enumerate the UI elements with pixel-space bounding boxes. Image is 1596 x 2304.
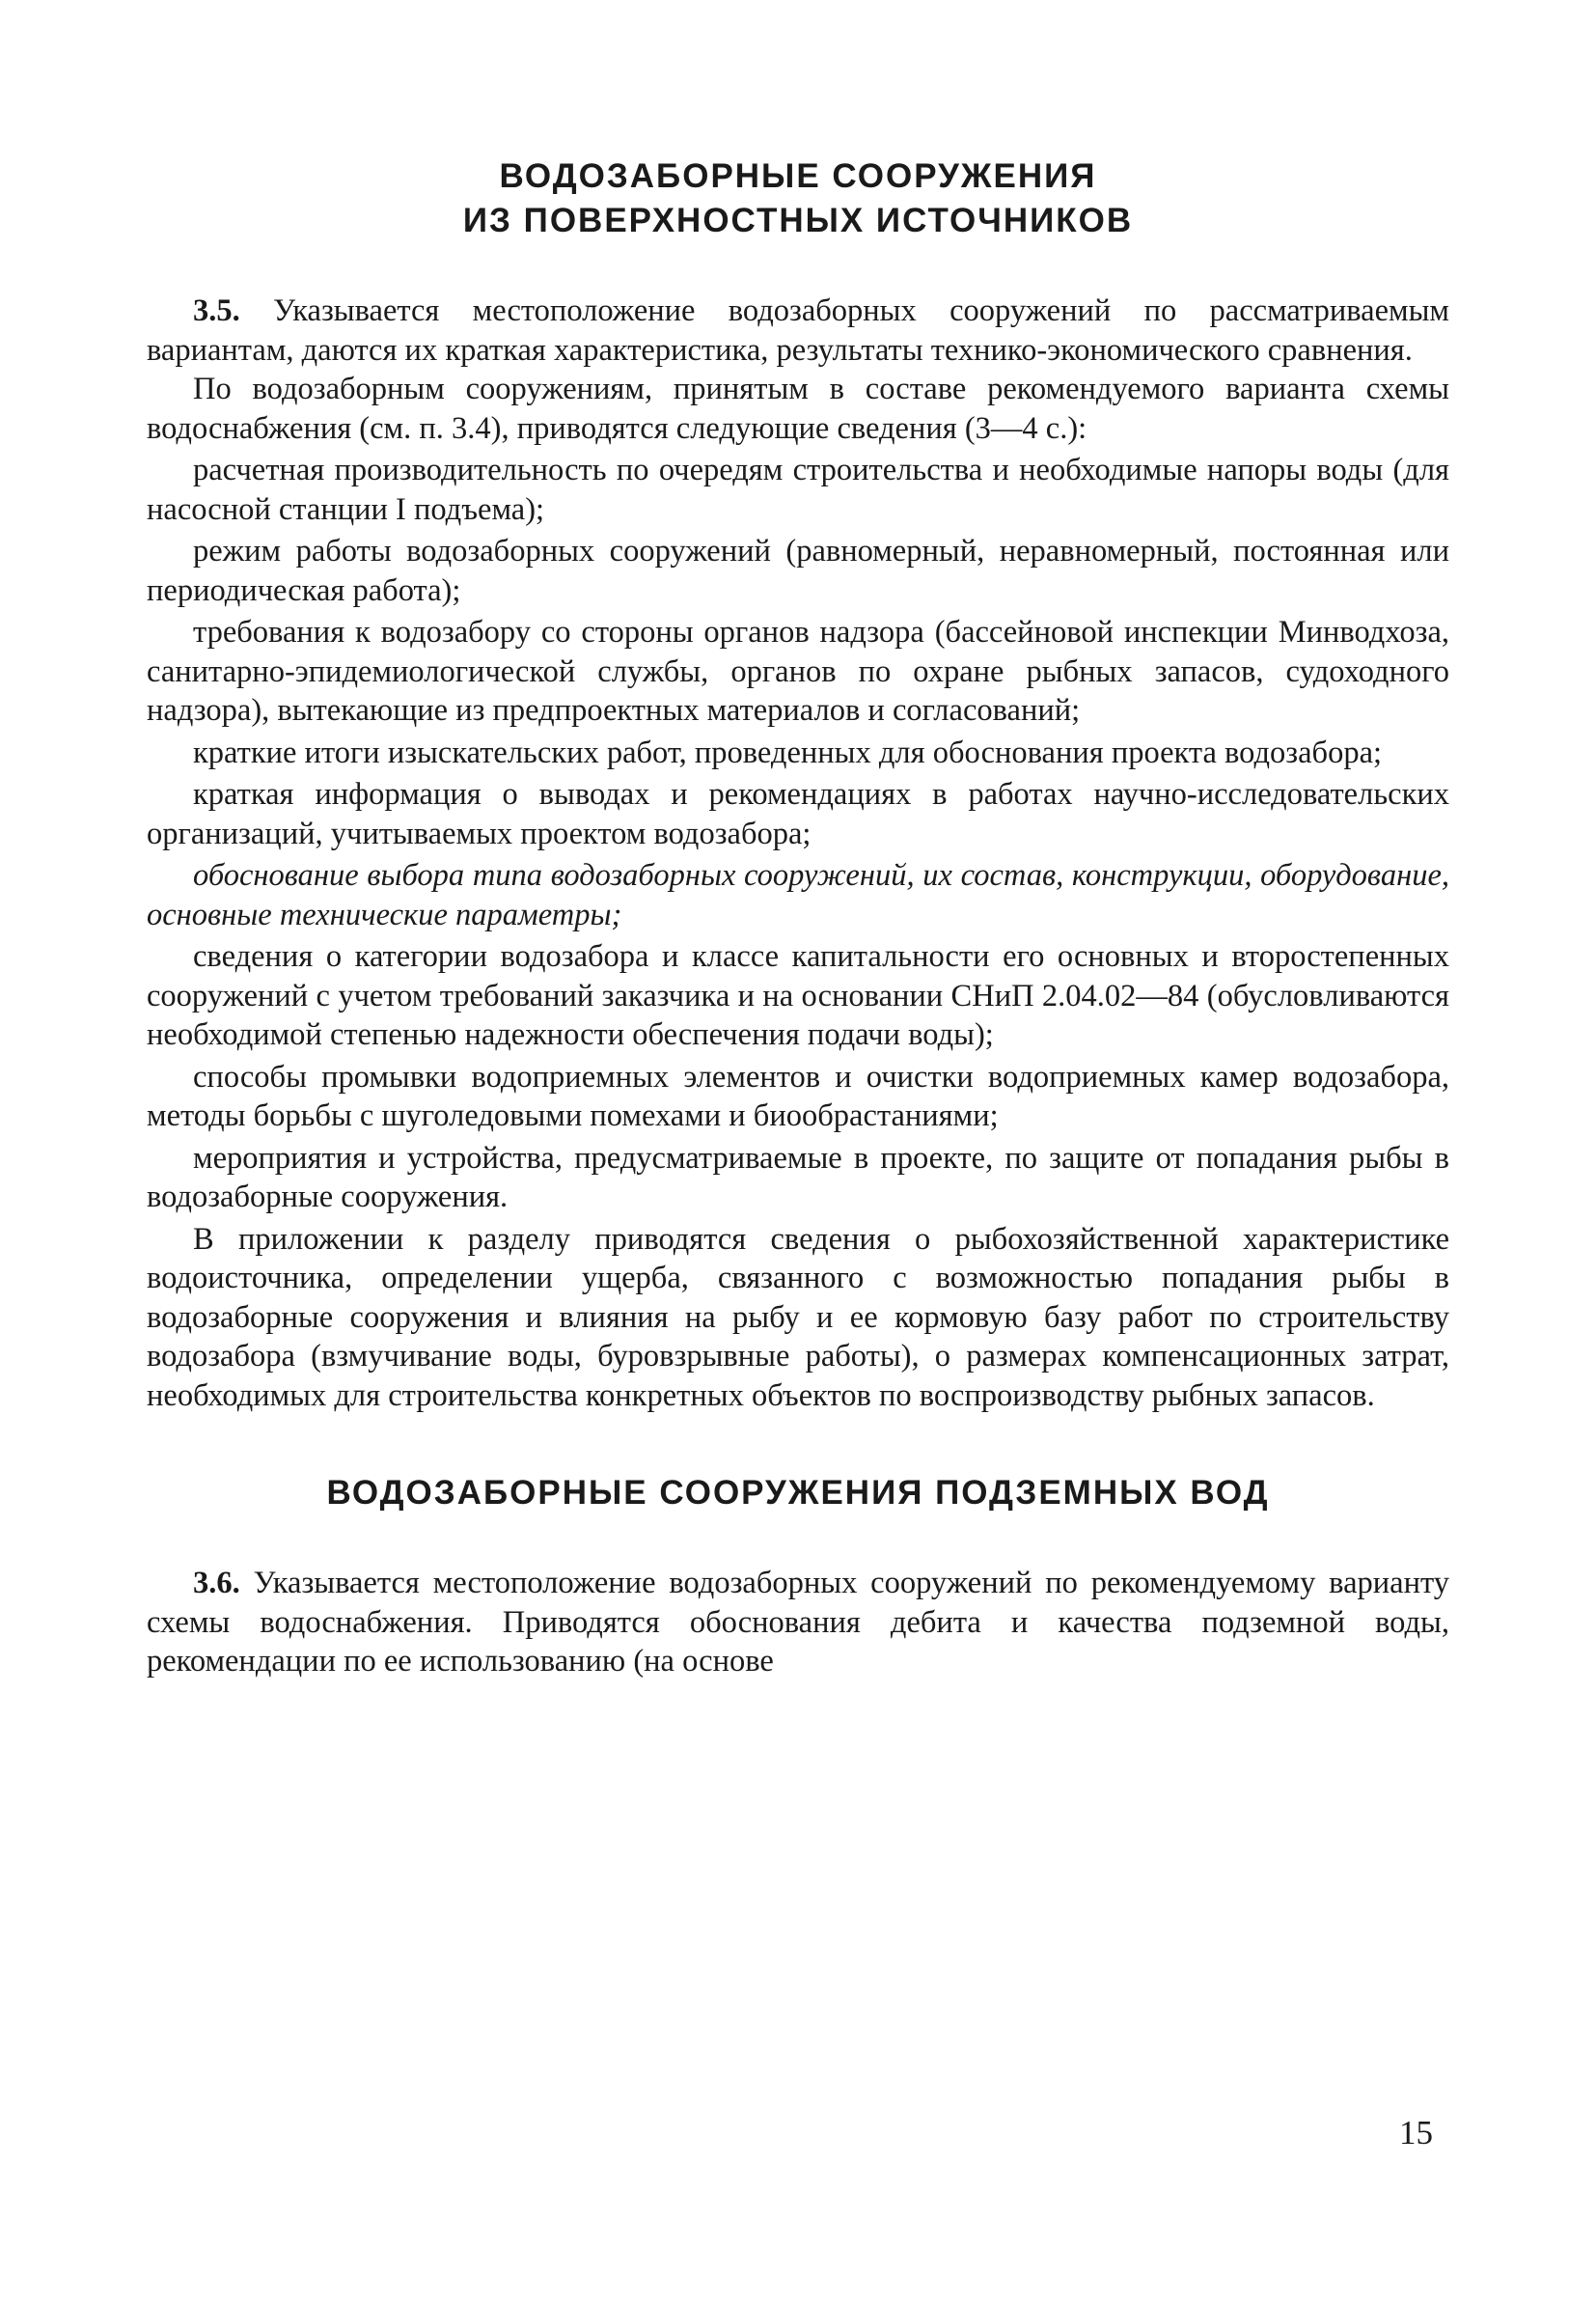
list-item-survey-results: краткие итоги изыскательских работ, проведенных для обоснования проекта водозабора; [193, 735, 1383, 770]
section-heading-surface-intakes [147, 154, 1449, 243]
list-item-operating-mode: режим работы водозаборных сооружений (равномерный, неравномерный, постоянная или периодическая работа); [147, 534, 1449, 608]
paragraph-text: Указывается местоположение водозаборных сооружений по рассматриваемым вариантам, даются их краткая характеристика, результаты технико-экономического сравнения. [147, 293, 1449, 368]
italic-text: обоснование выбора типа водозаборных сооружений, их состав, конструкции, оборудование, основные технические параметры; [147, 858, 1449, 932]
document-page [147, 154, 1449, 1681]
list-item-research-info: краткая информация о выводах и рекомендациях в работах научно-исследовательских организаций, учитываемых проектом водозабора; [147, 777, 1449, 851]
section-heading-groundwater-intakes: ВОДОЗАБОРНЫЕ СООРУЖЕНИЯ ПОДЗЕМНЫХ ВОД [326, 1474, 1270, 1512]
paragraph-number: 3.5. [193, 293, 240, 328]
heading-line-1: ВОДОЗАБОРНЫЕ СООРУЖЕНИЯ [499, 157, 1097, 195]
list-item-flushing-methods: способы промывки водоприемных элементов и очистки водоприемных камер водозабора, методы борьбы с шуголедовыми помехами и биообрастаниями; [147, 1059, 1449, 1133]
paragraph-appendix: В приложении к разделу приводятся сведения о рыбохозяйственной характеристике водоисточника, определении ущерба, связанного с возможностью попадания рыбы в водозаборные сооружения и влияния на рыбу и ее кормовую базу работ по строительству водозабора (взмучивание воды, буровзрывные работы), о размерах компенсационных затрат, необходимых для строительства конкретных объектов по воспроизводству рыбных запасов. [147, 1221, 1449, 1413]
list-item-supervision-requirements: требования к водозабору со стороны органов надзора (бассейновой инспекции Минводхоза, санитарно-эпидемиологической службы, органов по охране рыбных запасов, судоходного надзора), вытекающие из предпроектных материалов и согласований; [147, 615, 1449, 728]
paragraph-number: 3.6. [193, 1566, 240, 1600]
paragraph-text: Указывается местоположение водозаборных сооружений по рекомендуемому варианту схемы водоснабжения. Приводятся обоснования дебита и качества подземной воды, рекомендации по ее использованию (на основе [147, 1566, 1449, 1679]
paragraph-3-6 [147, 1564, 1449, 1681]
list-item-capacity: расчетная производительность по очередям строительства и необходимые напоры воды (для насосной станции I подъема); [147, 453, 1449, 527]
paragraph-intro-list: По водозаборным сооружениям, принятым в составе рекомендуемого варианта схемы водоснабжения (см. п. 3.4), приводятся следующие сведения (3—4 с.): [147, 372, 1449, 446]
page-number: 15 [1399, 2114, 1433, 2151]
list-item-fish-protection: мероприятия и устройства, предусматриваемые в проекте, по защите от попадания рыбы в водозаборные сооружения. [147, 1140, 1449, 1214]
heading-line-2: ИЗ ПОВЕРХНОСТНЫХ ИСТОЧНИКОВ [462, 202, 1134, 239]
paragraph-3-5 [147, 291, 1449, 370]
list-item-intake-type-justification [147, 856, 1449, 934]
list-item-category-and-class: сведения о категории водозабора и классе капитальности его основных и второстепенных сооружений с учетом требований заказчика и на основании СНиП 2.04.02—84 (обусловливаются необходимой степенью надежности обеспечения подачи воды); [147, 939, 1449, 1052]
